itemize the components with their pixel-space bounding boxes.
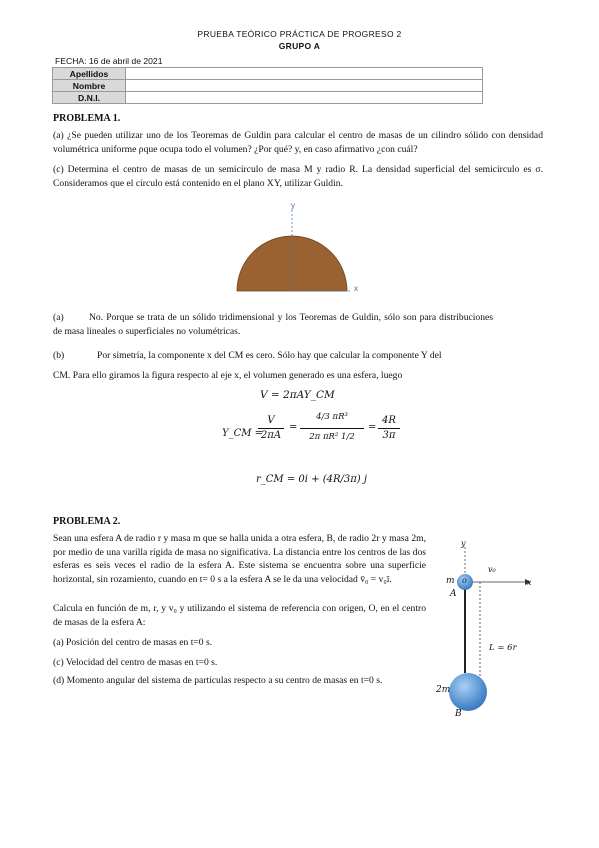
fig-m-label: m bbox=[446, 576, 455, 586]
fig-y-label: y bbox=[461, 539, 466, 548]
x-axis-label: x bbox=[354, 284, 358, 293]
answer-a-label: (a) bbox=[53, 312, 64, 323]
eq2-frac-c-bar bbox=[378, 428, 400, 429]
exam-title: PRUEBA TEÓRICO PRÁCTICA DE PROGRESO 2 bbox=[197, 29, 402, 39]
answer-b-label: (b) bbox=[53, 350, 65, 361]
equation-volume: V = 2πAY_CM bbox=[260, 389, 335, 401]
eq2-frac-c-num: 4R bbox=[382, 415, 396, 426]
eq2-lhs: Y_CM = bbox=[222, 428, 264, 439]
problem2-instructions: Calcula en función de m, r, y v₀ y utilizando el sistema de referencia con origen, O, en el centro de masas de la esfera A: bbox=[53, 603, 426, 628]
problem2-question-a: (a) Posición del centro de masas en t=0 s. bbox=[53, 637, 213, 648]
problem1-title: PROBLEMA 1. bbox=[53, 113, 121, 124]
answer-b-line1: Por simetría, la componente x del CM es cero. Sólo hay que calcular la componente Y del bbox=[97, 350, 442, 361]
eq2-frac-b-den: 2π πR² 1/2 bbox=[309, 432, 355, 442]
eq2-frac-b-num: 4/3 πR³ bbox=[316, 412, 348, 422]
fig-x-label: x bbox=[527, 578, 532, 587]
eq2-frac-b-bar bbox=[300, 428, 364, 429]
fig-v0-label: v₀ bbox=[488, 565, 496, 574]
problem2-question-d: (d) Momento angular del sistema de partículas respecto a su centro de masas en t=0 s. bbox=[53, 675, 383, 686]
y-axis-label: y bbox=[291, 201, 295, 210]
fig-origin-label: o bbox=[462, 576, 467, 585]
answer-b-line2: CM. Para ello giramos la figura respecto al eje x, el volumen generado es una esfera, luego bbox=[53, 370, 403, 381]
student-id-table bbox=[52, 67, 483, 104]
answer-a-text: No. Porque se trata de un sólido tridimensional y los Teoremas de Guldin, sólo son para distribuciones de masa lineales o superficiales no volumétricas. bbox=[53, 312, 493, 337]
eq2-frac-a-bar bbox=[258, 428, 284, 429]
spheres-figure bbox=[430, 535, 550, 725]
problem2-intro: Sean una esfera A de radio r y masa m que se halla unida a otra esfera, B, de radio 2r y masa 2m, por medio de una varilla rígida de masa no significativa. La distancia entre los centros de las dos esferas es seis veces el radio de la esfera A. Este sistema se encuentra sobre una superficie horizontal, sin rozamiento, cuando en t= 0 s a la esfera A se le da una velocidad v̄₀ = v₀ī. bbox=[53, 533, 426, 585]
field-apellidos[interactable] bbox=[126, 68, 483, 80]
eq2-equals-1: = bbox=[289, 422, 298, 433]
field-dni[interactable] bbox=[126, 92, 483, 104]
problem2-title: PROBLEMA 2. bbox=[53, 516, 121, 527]
exam-group: GRUPO A bbox=[278, 41, 321, 51]
semicircle-figure bbox=[225, 200, 375, 300]
fig-b-label: B bbox=[455, 709, 462, 719]
exam-date: FECHA: 16 de abril de 2021 bbox=[55, 56, 163, 66]
fig-a-label: A bbox=[450, 589, 457, 599]
eq2-frac-c-den: 3π bbox=[382, 430, 396, 441]
eq2-frac-a-den: 2πA bbox=[260, 430, 282, 441]
field-nombre[interactable] bbox=[126, 80, 483, 92]
problem1-question-c: (c) Determina el centro de masas de un semicírculo de masa M y radio R. La densidad superficial del semicírculo es σ. Consideramos que el círculo está contenido en el plano XY, utilizar Guldin. bbox=[53, 164, 543, 189]
equation-rcm: r_CM = 0i + (4R/3π) j bbox=[256, 474, 367, 485]
eq2-frac-a-num: V bbox=[267, 415, 275, 426]
problem2-question-c: (c) Velocidad del centro de masas en t=0 s. bbox=[53, 657, 218, 668]
label-dni: D.N.I. bbox=[53, 92, 126, 104]
eq2-equals-2: = bbox=[368, 422, 377, 433]
label-apellidos: Apellidos bbox=[53, 68, 126, 80]
problem1-question-a: (a) ¿Se pueden utilizar uno de los Teoremas de Guldin para calcular el centro de masas de un cilindro sólido con densidad volumétrica uniforme ρque ocupa todo el volumen? ¿Por qué? y, en caso afirmativo ¿con cuál? bbox=[53, 130, 543, 155]
fig-length-label: L = 6r bbox=[489, 643, 517, 653]
label-nombre: Nombre bbox=[53, 80, 126, 92]
fig-2m-label: 2m bbox=[436, 685, 451, 695]
sphere-b bbox=[449, 673, 487, 711]
